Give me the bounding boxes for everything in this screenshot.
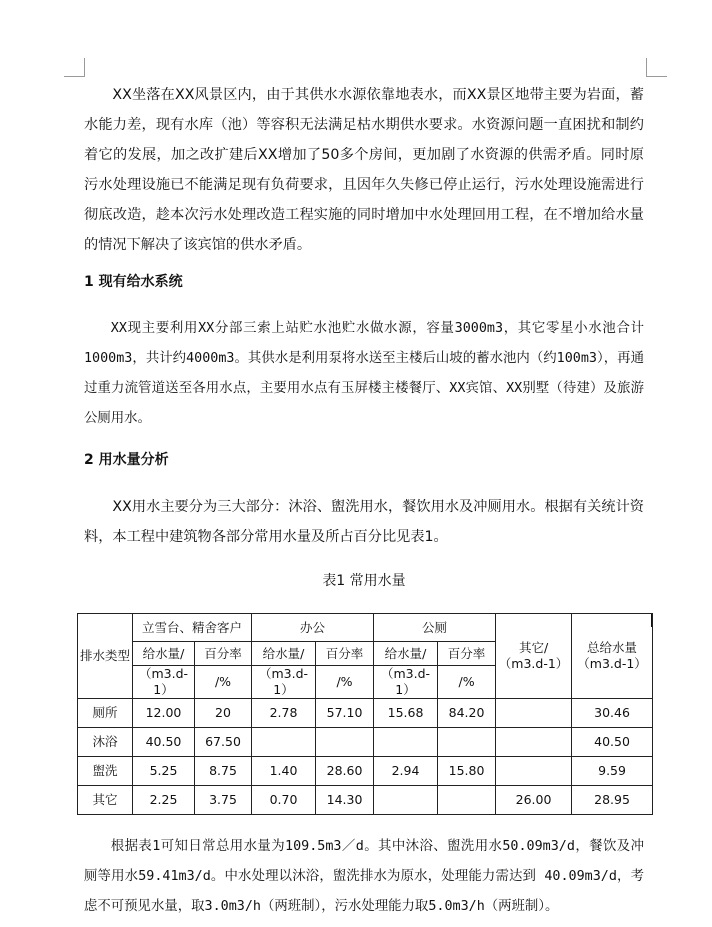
cell-value: 3.75 — [195, 786, 252, 815]
cell-value: 67.50 — [195, 728, 252, 757]
group-header-toilet: 公厕 — [374, 614, 496, 642]
water-usage-table — [77, 613, 653, 815]
intro-paragraph: XX坐落在XX风景区内，由于其供水水源依靠地表水，而XX景区地带主要为岩面，蓄水能力差，现有水库（池）等容积无法满足枯水期供水要求。水资源问题一直困扰和制约着它的发展，加之改扩建后XX增加了50多个房间，更加剧了水资源的供需矛盾。同时原污水处理设施已不能满足现有负荷要求，且因年久失修已停止运行，污水处理设施需进行彻底改造，趁本次污水处理改造工程实施的同时增加中水处理回用工程，在不增加给水量的情况下解决了该宾馆的供水矛盾。 — [84, 87, 644, 253]
cell-value: 5.25 — [133, 757, 195, 786]
cell-value: 28.60 — [316, 757, 374, 786]
group-header-guest: 立雪台、精舍客户 — [133, 614, 252, 642]
section2-paragraph: XX用水主要分为三大部分：沐浴、盥洗用水，餐饮用水及冲厕用水。根据有关统计资料，本工程中建筑物各部分常用水量及所占百分比见表1。 — [84, 499, 644, 545]
cell-value — [438, 786, 496, 815]
row-type: 厕所 — [78, 699, 133, 728]
row-header-label: 排水类型 — [79, 648, 130, 663]
cell-total: 9.59 — [572, 757, 653, 786]
row-type: 其它 — [78, 786, 133, 815]
cell-value: 2.94 — [374, 757, 438, 786]
cell-value: 0.70 — [252, 786, 316, 815]
cell-value: 12.00 — [133, 699, 195, 728]
cell-value — [374, 728, 438, 757]
sub-header-pct: 百分率 — [195, 642, 252, 666]
table-row — [78, 699, 653, 728]
section1-paragraph: XX现主要利用XX分部三索上站贮水池贮水做水源，容量3000m3，其它零星小水池合计1000m3，共计约4000m3。其供水是利用泵将水送至主楼后山坡的蓄水池内（约100m3），再通过重力流管道送至各用水点，主要用水点有玉屏楼主楼餐厅、XX宾馆、XX别墅（待建）及旅游公厕用水。 — [84, 321, 644, 426]
cell-value: 1.40 — [252, 757, 316, 786]
cell-value — [374, 786, 438, 815]
cell-value: 14.30 — [316, 786, 374, 815]
cell-value: 15.68 — [374, 699, 438, 728]
page-corner-mark-left — [64, 58, 85, 77]
cell-other: 26.00 — [496, 786, 572, 815]
cell-value: 40.50 — [133, 728, 195, 757]
unit-supply: （m3.d-1） — [133, 666, 195, 699]
cell-value: 84.20 — [438, 699, 496, 728]
cell-value — [438, 728, 496, 757]
sub-header-supply: 给水量/ — [374, 642, 438, 666]
cell-value: 20 — [195, 699, 252, 728]
other-header: 其它/（m3.d-1） — [496, 614, 572, 699]
sub-header-pct: 百分率 — [438, 642, 496, 666]
unit-pct: /% — [438, 666, 496, 699]
table-row — [78, 757, 653, 786]
cell-value — [316, 728, 374, 757]
table-row — [78, 728, 653, 757]
cell-value: 8.75 — [195, 757, 252, 786]
sub-header-pct: 百分率 — [316, 642, 374, 666]
row-type: 沐浴 — [78, 728, 133, 757]
page-corner-mark-right — [646, 58, 667, 77]
cell-total: 30.46 — [572, 699, 653, 728]
unit-pct: /% — [316, 666, 374, 699]
cell-value: 57.10 — [316, 699, 374, 728]
row-type: 盥洗 — [78, 757, 133, 786]
total-header: 总给水量（m3.d-1） — [572, 614, 653, 699]
section-heading-1: 1 现有给水系统 — [84, 274, 183, 290]
conclusion-paragraph: 根据表1可知日常总用水量为109.5m3／d。其中沐浴、盥洗用水50.09m3/d，餐饮及冲厕等用水59.41m3/d。中水处理以沐浴，盥洗排水为原水，处理能力需达到 40.09m3/d，考虑不可预见水量，取3.0m3/h（两班制），污水处理能力取5.0m3/h（两班制）。 — [84, 839, 644, 914]
cell-value: 2.25 — [133, 786, 195, 815]
unit-supply: （m3.d-1） — [252, 666, 316, 699]
cell-value — [252, 728, 316, 757]
cell-total: 40.50 — [572, 728, 653, 757]
cell-value: 15.80 — [438, 757, 496, 786]
cell-total: 28.95 — [572, 786, 653, 815]
cell-other — [496, 757, 572, 786]
cell-value: 2.78 — [252, 699, 316, 728]
unit-pct: /% — [195, 666, 252, 699]
table-caption: 表1 常用水量 — [322, 573, 406, 589]
sub-header-supply: 给水量/ — [133, 642, 195, 666]
table-row — [78, 786, 653, 815]
cell-other — [496, 728, 572, 757]
unit-supply: （m3.d-1） — [374, 666, 438, 699]
row-header-cell — [78, 614, 133, 699]
cell-other — [496, 699, 572, 728]
sub-header-supply: 给水量/ — [252, 642, 316, 666]
group-header-office: 办公 — [252, 614, 374, 642]
section-heading-2: 2 用水量分析 — [84, 452, 169, 468]
